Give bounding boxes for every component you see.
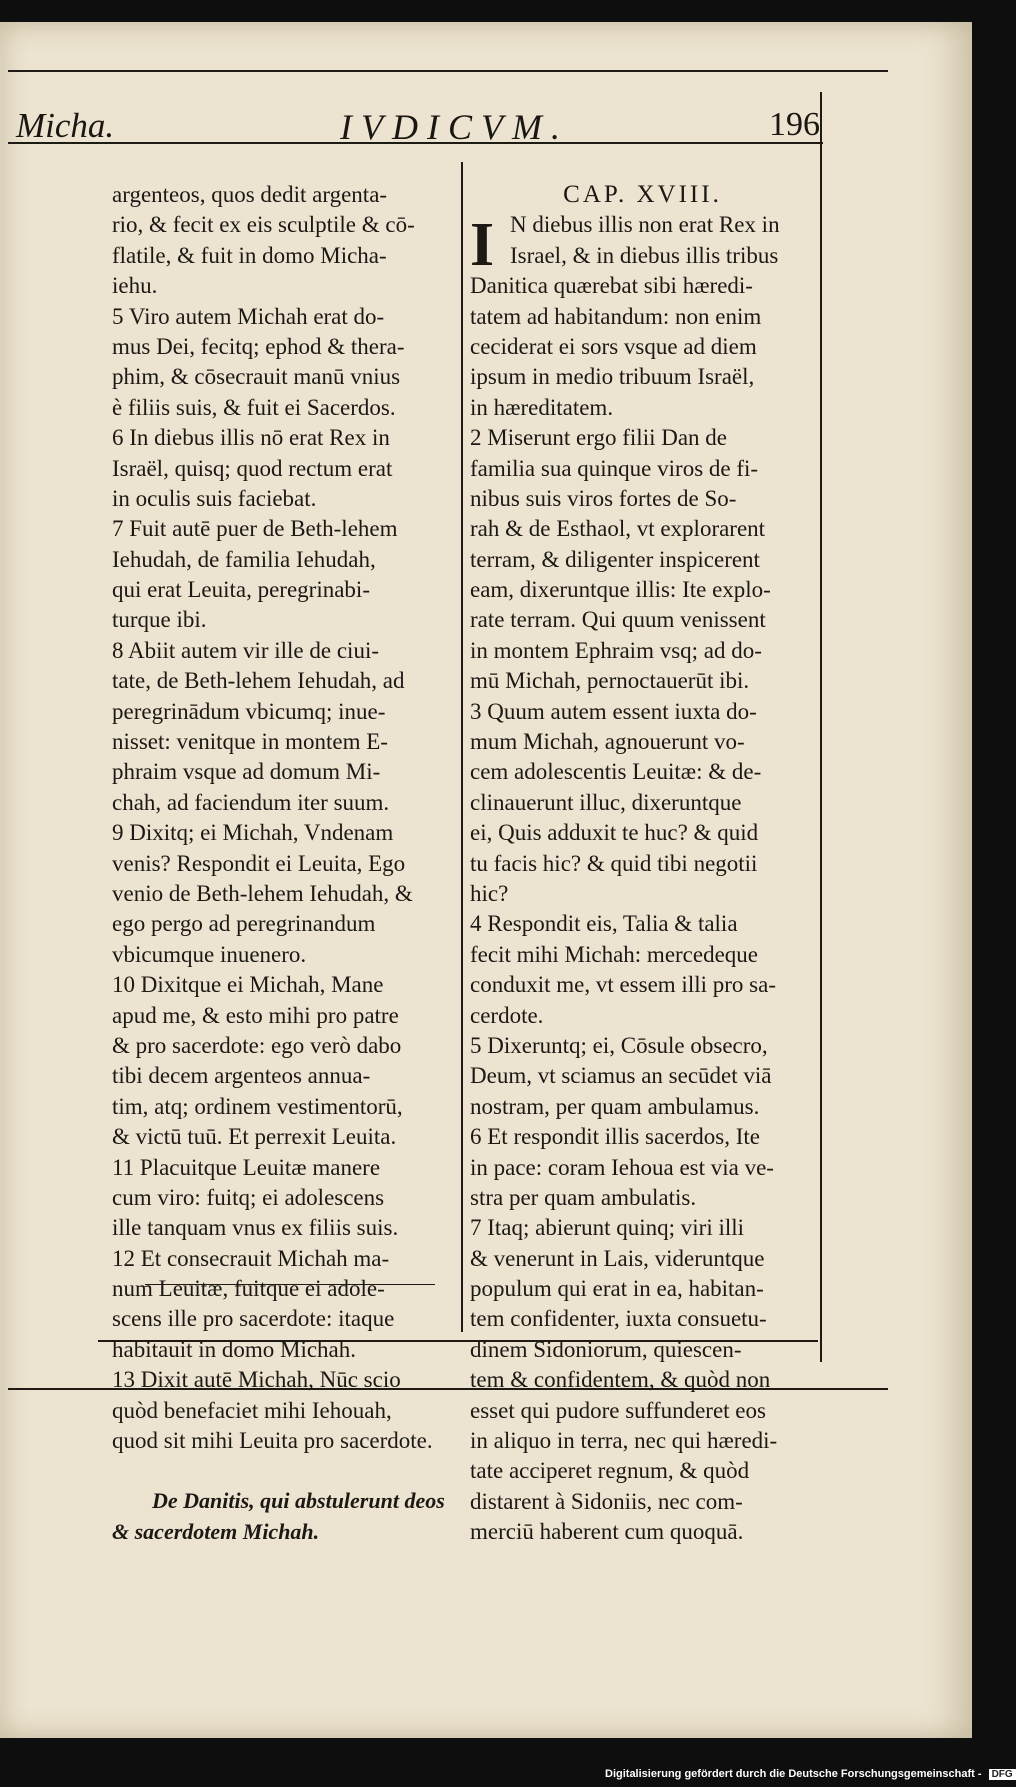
- text-line: apud me, & esto mihi pro patre: [112, 1002, 399, 1028]
- text-line: ille tanquam vnus ex filiis suis.: [112, 1215, 399, 1241]
- text-line: terram, & diligenter inspicerent: [470, 546, 760, 572]
- text-line: Israël, quisq; quod rectum erat: [112, 455, 393, 481]
- right-column: [470, 180, 815, 1548]
- text-line: 9 Dixitq; ei Michah, Vndenam: [112, 820, 394, 846]
- text-line: in montem Ephraim vsq; ad do-: [470, 637, 762, 663]
- text-line: rio, & fecit ex eis sculptile & cō-: [112, 212, 415, 238]
- text-line: conduxit me, vt essem illi pro sa-: [470, 972, 776, 998]
- text-line: turque ibi.: [112, 607, 207, 633]
- drop-cap: I: [470, 211, 495, 279]
- text-line: mum Michah, agnouerunt vo-: [470, 729, 745, 755]
- column-divider: [461, 162, 463, 1332]
- credit-text: Digitalisierung gefördert durch die Deutsche Forschungsgemeinschaft -: [605, 1768, 982, 1780]
- running-header: [0, 106, 830, 156]
- right-frame-rule: [820, 92, 822, 1362]
- text-line: in hæreditatem.: [470, 394, 614, 420]
- text-line: chah, ad faciendum iter suum.: [112, 789, 390, 815]
- text-line: argenteos, quos dedit argenta-: [112, 182, 388, 207]
- text-line: clinauerunt illuc, dixeruntque: [470, 789, 742, 815]
- page-number: 196: [769, 106, 820, 143]
- text-line: phim, & cōsecrauit manū vnius: [112, 364, 401, 390]
- text-line: flatile, & fuit in domo Micha-: [112, 242, 387, 268]
- text-line: nibus suis viros fortes de So-: [470, 485, 737, 511]
- text-line: & venerunt in Lais, videruntque: [470, 1245, 765, 1271]
- text-line: tate acciperet regnum, & quòd: [470, 1458, 750, 1484]
- text-line: vbicumque inuenero.: [112, 941, 307, 967]
- text-line: 4 Respondit eis, Talia & talia: [470, 911, 738, 937]
- text-line: num Leuitæ, fuitque ei adole-: [112, 1276, 385, 1302]
- text-line: rah & de Esthaol, vt explorarent: [470, 516, 766, 542]
- text-line: stra per quam ambulatis.: [470, 1184, 697, 1210]
- text-line: ego pergo ad peregrinandum: [112, 911, 376, 937]
- text-line: tatem ad habitandum: non enim: [470, 303, 762, 329]
- text-line: iehu.: [112, 273, 158, 299]
- text-line: 5 Dixeruntq; ei, Cōsule obsecro,: [470, 1032, 768, 1058]
- text-line: ei, Quis adduxit te huc? & quid: [470, 820, 759, 846]
- text-line: è filiis suis, & fuit ei Sacerdos.: [112, 394, 396, 420]
- text-line: cem adolescentis Leuitæ: & de-: [470, 759, 762, 785]
- text-line: familia sua quinque viros de fi-: [470, 455, 759, 481]
- text-line: quod sit mihi Leuita pro sacerdote.: [112, 1428, 433, 1454]
- text-line: 12 Et consecrauit Michah ma-: [112, 1245, 390, 1271]
- text-line: 6 Et respondit illis sacerdos, Ite: [470, 1124, 760, 1150]
- text-line: scens ille pro sacerdote: itaque: [112, 1306, 395, 1332]
- text-line: populum qui erat in ea, habitan-: [470, 1276, 764, 1302]
- text-line: 13 Dixit autē Michah, Nūc scio: [112, 1367, 401, 1393]
- text-line: phraim vsque ad domum Mi-: [112, 759, 381, 785]
- text-line: 6 In diebus illis nō erat Rex in: [112, 425, 390, 451]
- text-line: 7 Fuit autē puer de Beth-lehem: [112, 516, 398, 542]
- text-line: in aliquo in terra, nec qui hæredi-: [470, 1428, 778, 1454]
- section-title-line: & sacerdotem Michah.: [112, 1518, 320, 1544]
- text-line: 11 Placuitque Leuitæ manere: [112, 1154, 381, 1180]
- left-column: [112, 180, 457, 1547]
- text-line: ceciderat ei sors vsque ad diem: [470, 333, 757, 359]
- text-line: cum viro: fuitq; ei adolescens: [112, 1184, 385, 1210]
- text-line: nostram, per quam ambulamus.: [470, 1093, 760, 1119]
- text-line: peregrinādum vbicumq; inue-: [112, 698, 386, 724]
- top-rule: [8, 70, 888, 72]
- text-line: 7 Itaq; abierunt quinq; viri illi: [470, 1215, 745, 1241]
- text-line: Deum, vt sciamus an secūdet viā: [470, 1063, 772, 1089]
- text-line: distarent à Sidoniis, nec com-: [470, 1488, 743, 1514]
- text-line: & pro sacerdote: ego verò dabo: [112, 1032, 402, 1058]
- text-line: in oculis suis faciebat.: [112, 485, 317, 511]
- chapter-heading: CAP. XVIII.: [563, 181, 722, 208]
- text-line: qui erat Leuita, peregrinabi-: [112, 577, 370, 603]
- text-line: 3 Quum autem essent iuxta do-: [470, 698, 757, 724]
- text-line: mus Dei, fecitq; ephod & thera-: [112, 333, 405, 359]
- text-line: 8 Abiit autem vir ille de ciui-: [112, 637, 379, 663]
- text-line: & victū tuū. Et perrexit Leuita.: [112, 1124, 397, 1150]
- text-line: tu facis hic? & quid tibi negotii: [470, 850, 758, 876]
- text-line: 2 Miserunt ergo filii Dan de: [470, 425, 727, 451]
- text-line: mū Michah, pernoctauerūt ibi.: [470, 668, 750, 694]
- digitization-credit: [605, 1768, 1016, 1780]
- text-line: merciū haberent cum quoquā.: [470, 1519, 744, 1545]
- text-line: dinem Sidoniorum, quiescen-: [470, 1336, 742, 1362]
- text-line: 5 Viro autem Michah erat do-: [112, 303, 385, 329]
- text-line: rate terram. Qui quum venissent: [470, 607, 766, 633]
- text-line: tate, de Beth-lehem Iehudah, ad: [112, 668, 405, 694]
- text-line: tim, atq; ordinem vestimentorū,: [112, 1093, 403, 1119]
- section-title-line: De Danitis, qui abstulerunt deos: [152, 1488, 445, 1514]
- text-line: quòd benefaciet mihi Iehouah,: [112, 1397, 392, 1423]
- text-line: habitauit in domo Michah.: [112, 1336, 357, 1362]
- text-line: 10 Dixitque ei Michah, Mane: [112, 972, 384, 998]
- text-line: venio de Beth-lehem Iehudah, &: [112, 880, 413, 906]
- text-line: in pace: coram Iehoua est via ve-: [470, 1154, 774, 1180]
- dfg-logo: DFG: [989, 1769, 1016, 1780]
- text-line: ipsum in medio tribuum Israël,: [470, 364, 755, 390]
- text-line: Danitica quærebat sibi hæredi-: [470, 273, 753, 299]
- text-line: Iehudah, de familia Iehudah,: [112, 546, 376, 572]
- text-line: eam, dixeruntque illis: Ite explo-: [470, 577, 771, 603]
- text-line: hic?: [470, 880, 509, 906]
- running-head-left: Micha.: [16, 106, 115, 145]
- text-line: nisset: venitque in montem E-: [112, 729, 388, 755]
- spacer: [112, 1456, 457, 1486]
- book-page: [0, 22, 972, 1738]
- text-line: cerdote.: [470, 1002, 544, 1028]
- text-line: tem confidenter, iuxta consuetu-: [470, 1306, 767, 1332]
- text-line: esset qui pudore suffunderet eos: [470, 1397, 766, 1423]
- text-line: tibi decem argenteos annua-: [112, 1063, 371, 1089]
- text-line: Israel, & in diebus illis tribus: [510, 242, 779, 268]
- text-line: fecit mihi Michah: mercedeque: [470, 941, 759, 967]
- text-line: tem & confidentem, & quòd non: [470, 1367, 771, 1393]
- text-line: venis? Respondit ei Leuita, Ego: [112, 850, 406, 876]
- text-line: N diebus illis non erat Rex in: [510, 212, 780, 238]
- running-head-title: IVDICVM.: [340, 107, 569, 147]
